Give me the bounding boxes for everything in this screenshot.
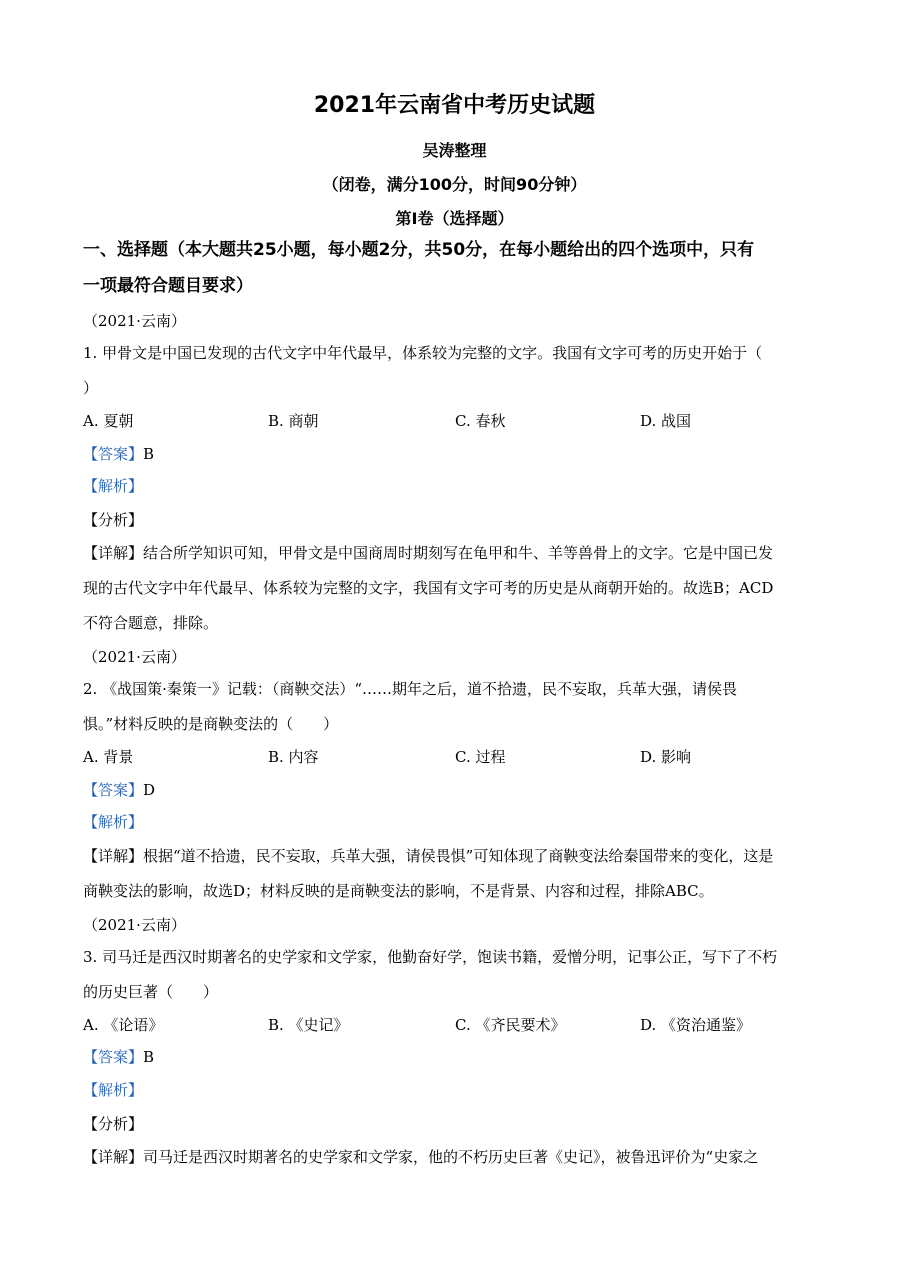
q3-option-d: D. 《资治通鉴》 [640,1016,752,1034]
answer-value: B [143,1048,155,1066]
volume-heading: 第I卷（选择题） [395,209,514,228]
q3-answer [83,1047,154,1067]
q3-fenxi-label: 【分析】 [83,1115,144,1133]
answer-value: B [143,445,155,463]
answer-label: 【答案】 [83,781,144,799]
q2-stem-line1: 2. 《战国策·秦策一》记载：（商鞅交法）“……期年之后，道不拾遗，民不妄取，兵革大强，请侯畏 [83,680,738,698]
q3-stem-line2: 的历史巨著（ ） [83,983,219,1001]
q1-option-b: B. 商朝 [268,412,319,430]
q2-analysis-label: 【解析】 [83,813,144,831]
q3-option-c: C. 《齐民要术》 [455,1016,566,1034]
q3-detail-line1: 【详解】司马迁是西汉时期著名的史学家和文学家，他的不朽历史巨著《史记》，被鲁迅评价为“史家之 [83,1148,759,1166]
q2-option-d: D. 影响 [640,748,692,766]
q1-stem-line1: 1. 甲骨文是中国已发现的古代文字中年代最早，体系较为完整的文字。我国有文字可考的历史开始于（ [83,344,763,362]
q1-source: （2021·云南） [83,312,186,330]
q3-stem-line1: 3. 司马迁是西汉时期著名的史学家和文学家，他勤奋好学，饱读书籍，爱憎分明，记事公正，写下了不朽 [83,948,778,966]
author-line: 吴涛整理 [422,141,487,160]
q3-option-b: B. 《史记》 [268,1016,349,1034]
q2-detail-line2: 商鞅变法的影响，故选D；材料反映的是商鞅变法的影响，不是背景、内容和过程，排除ABC。 [83,882,714,900]
q1-fenxi-label: 【分析】 [83,511,144,529]
q2-detail-line1: 【详解】根据“道不拾遗，民不妄取，兵革大强，请侯畏惧”可知体现了商鞅变法给秦国带来的变化，这是 [83,847,774,865]
q2-option-c: C. 过程 [455,748,506,766]
section-heading-line1: 一、选择题（本大题共25小题，每小题2分，共50分，在每小题给出的四个选项中，只有 [83,240,755,260]
q1-detail-line2: 现的古代文字中年代最早、体系较为完整的文字，我国有文字可考的历史是从商朝开始的。故选B；ACD [83,579,774,597]
q2-answer [83,780,155,800]
section-heading-line2: 一项最符合题目要求） [83,276,253,296]
detail-label: 【详解】 [83,847,144,865]
q2-option-b: B. 内容 [268,748,319,766]
q1-option-c: C. 春秋 [455,412,506,430]
exam-info: （闭卷，满分100分，时间90分钟） [322,175,587,194]
answer-label: 【答案】 [83,445,144,463]
q1-option-d: D. 战国 [640,412,692,430]
q3-option-a: A. 《论语》 [83,1016,164,1034]
q1-analysis-label: 【解析】 [83,477,144,495]
q1-stem-line2: ） [83,379,99,397]
q1-answer [83,444,154,464]
answer-label: 【答案】 [83,1048,144,1066]
answer-value: D [143,781,156,799]
detail-label: 【详解】 [83,544,144,562]
q2-stem-line2: 惧。”材料反映的是商鞅变法的（ ） [83,715,339,733]
document-title: 2021年云南省中考历史试题 [313,93,596,118]
detail-label: 【详解】 [83,1148,144,1166]
q2-option-a: A. 背景 [83,748,134,766]
q1-detail-line3: 不符合题意，排除。 [83,614,219,632]
q1-detail-line1: 【详解】结合所学知识可知，甲骨文是中国商周时期刻写在龟甲和牛、羊等兽骨上的文字。它是中国已发 [83,544,774,562]
q3-source: （2021·云南） [83,916,186,934]
q1-option-a: A. 夏朝 [83,412,134,430]
q3-analysis-label: 【解析】 [83,1081,144,1099]
q2-source: （2021·云南） [83,648,186,666]
